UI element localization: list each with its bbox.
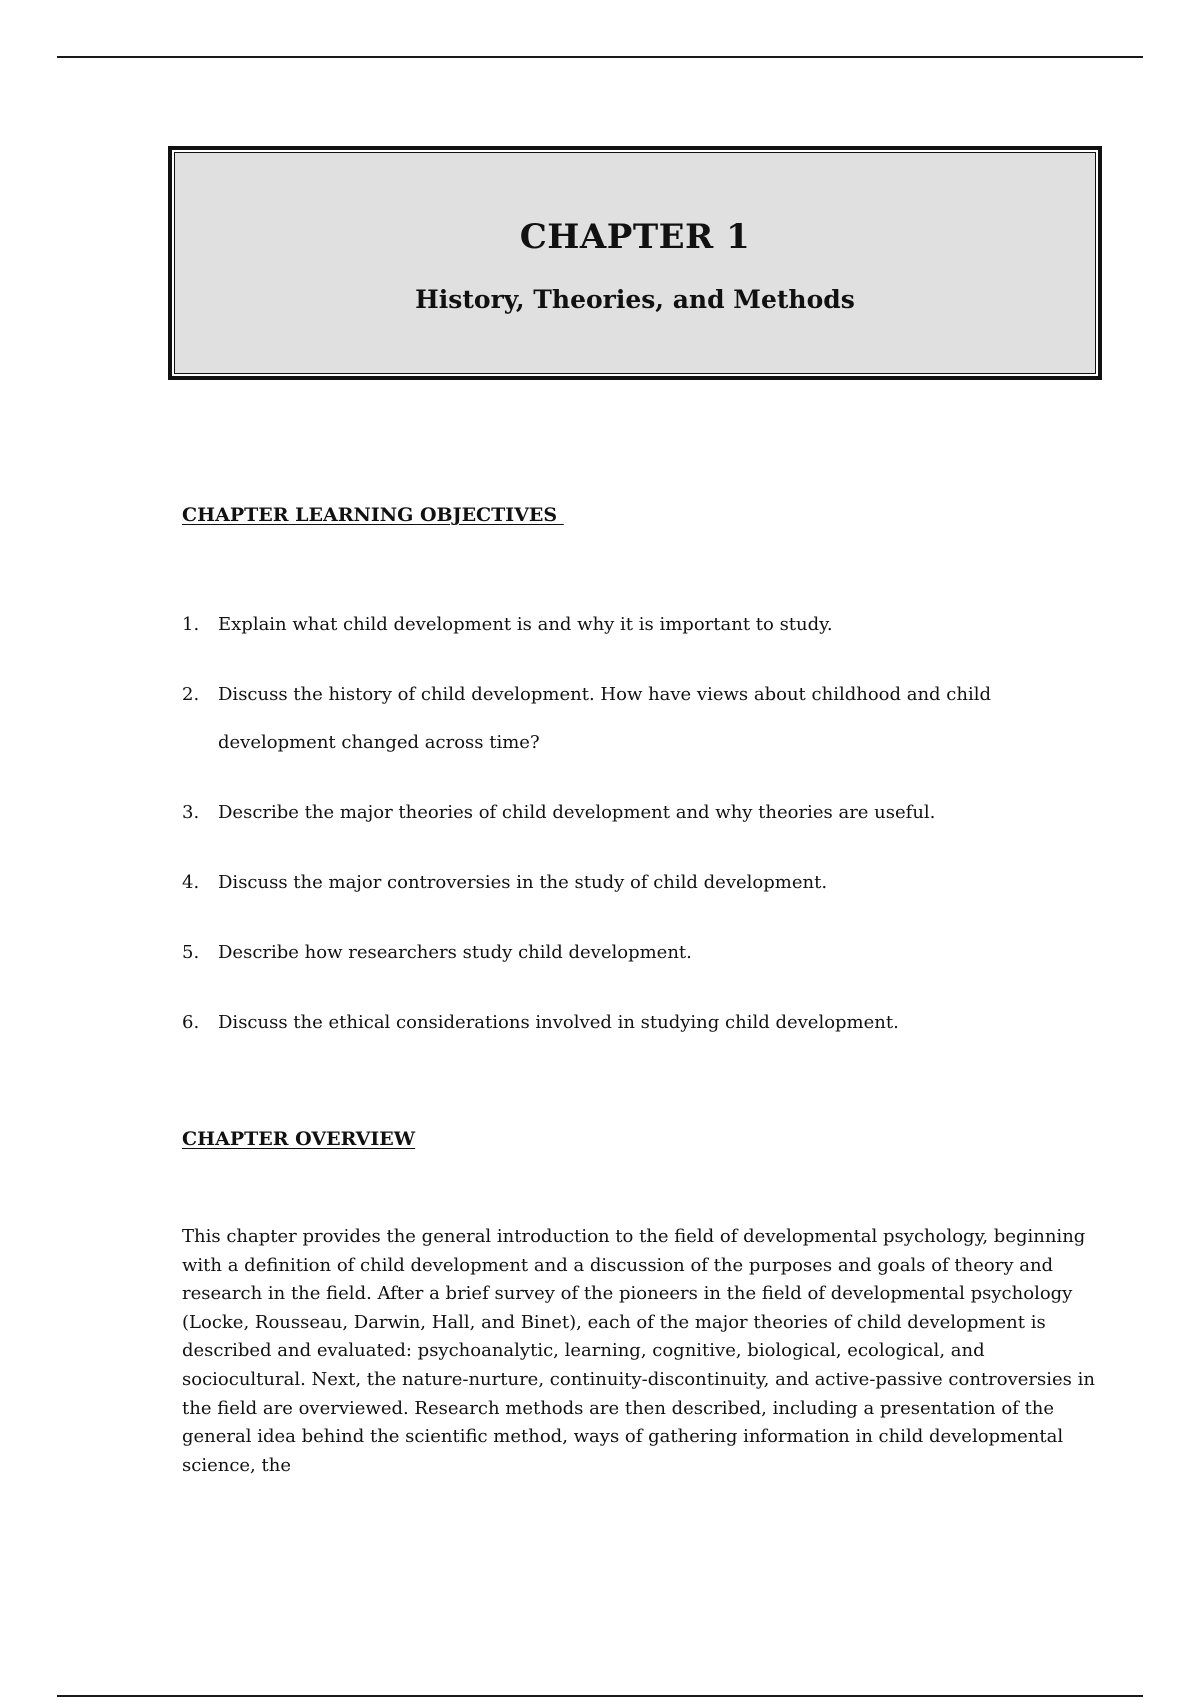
chapter-title-box-inner — [174, 152, 1096, 374]
objective-number: 2. — [182, 684, 200, 705]
objective-number: 4. — [182, 872, 200, 893]
objective-item — [182, 859, 1082, 907]
objective-text: Describe the major theories of child development and why theories are useful. — [218, 802, 936, 823]
objective-text: Discuss the history of child development. How have views about childhood and child development changed across time? — [218, 684, 992, 753]
chapter-title: CHAPTER 1 — [519, 217, 751, 257]
objective-number: 1. — [182, 614, 200, 635]
objective-number: 5. — [182, 942, 200, 963]
objective-item — [182, 601, 1082, 649]
chapter-title-box — [168, 146, 1102, 380]
objective-text: Discuss the ethical considerations involved in studying child development. — [218, 1012, 899, 1033]
objective-item — [182, 671, 1082, 767]
learning-objectives-heading: CHAPTER LEARNING OBJECTIVES — [182, 504, 564, 526]
objective-text: Discuss the major controversies in the study of child development. — [218, 872, 828, 893]
objective-text: Describe how researchers study child development. — [218, 942, 692, 963]
objective-item — [182, 929, 1082, 977]
learning-objectives-list — [182, 601, 1082, 1069]
page-top-rule — [57, 56, 1143, 58]
chapter-overview-paragraph: This chapter provides the general introduction to the field of developmental psychology, beginning with a definition of child development and a discussion of the purposes and goals of theory and research in the field. After a brief survey of the pioneers in the field of developmental psychology (Locke, Rousseau, Darwin, Hall, and Binet), each of the major theories of child development is described and evaluated: psychoanalytic, learning, cognitive, biological, ecological, and sociocultural. Next, the nature-nurture, continuity-discontinuity, and active-passive controversies in the field are overviewed. Research methods are then described, including a presentation of the general idea behind the scientific method, ways of gathering information in child developmental science, the — [182, 1226, 1095, 1476]
objective-item — [182, 789, 1082, 837]
objective-text: Explain what child development is and why it is important to study. — [218, 614, 833, 635]
objective-number: 6. — [182, 1012, 200, 1033]
objective-number: 3. — [182, 802, 200, 823]
objective-item — [182, 999, 1082, 1047]
page-bottom-rule — [57, 1695, 1143, 1697]
chapter-overview-heading: CHAPTER OVERVIEW — [182, 1128, 416, 1150]
chapter-subtitle: History, Theories, and Methods — [415, 285, 855, 314]
